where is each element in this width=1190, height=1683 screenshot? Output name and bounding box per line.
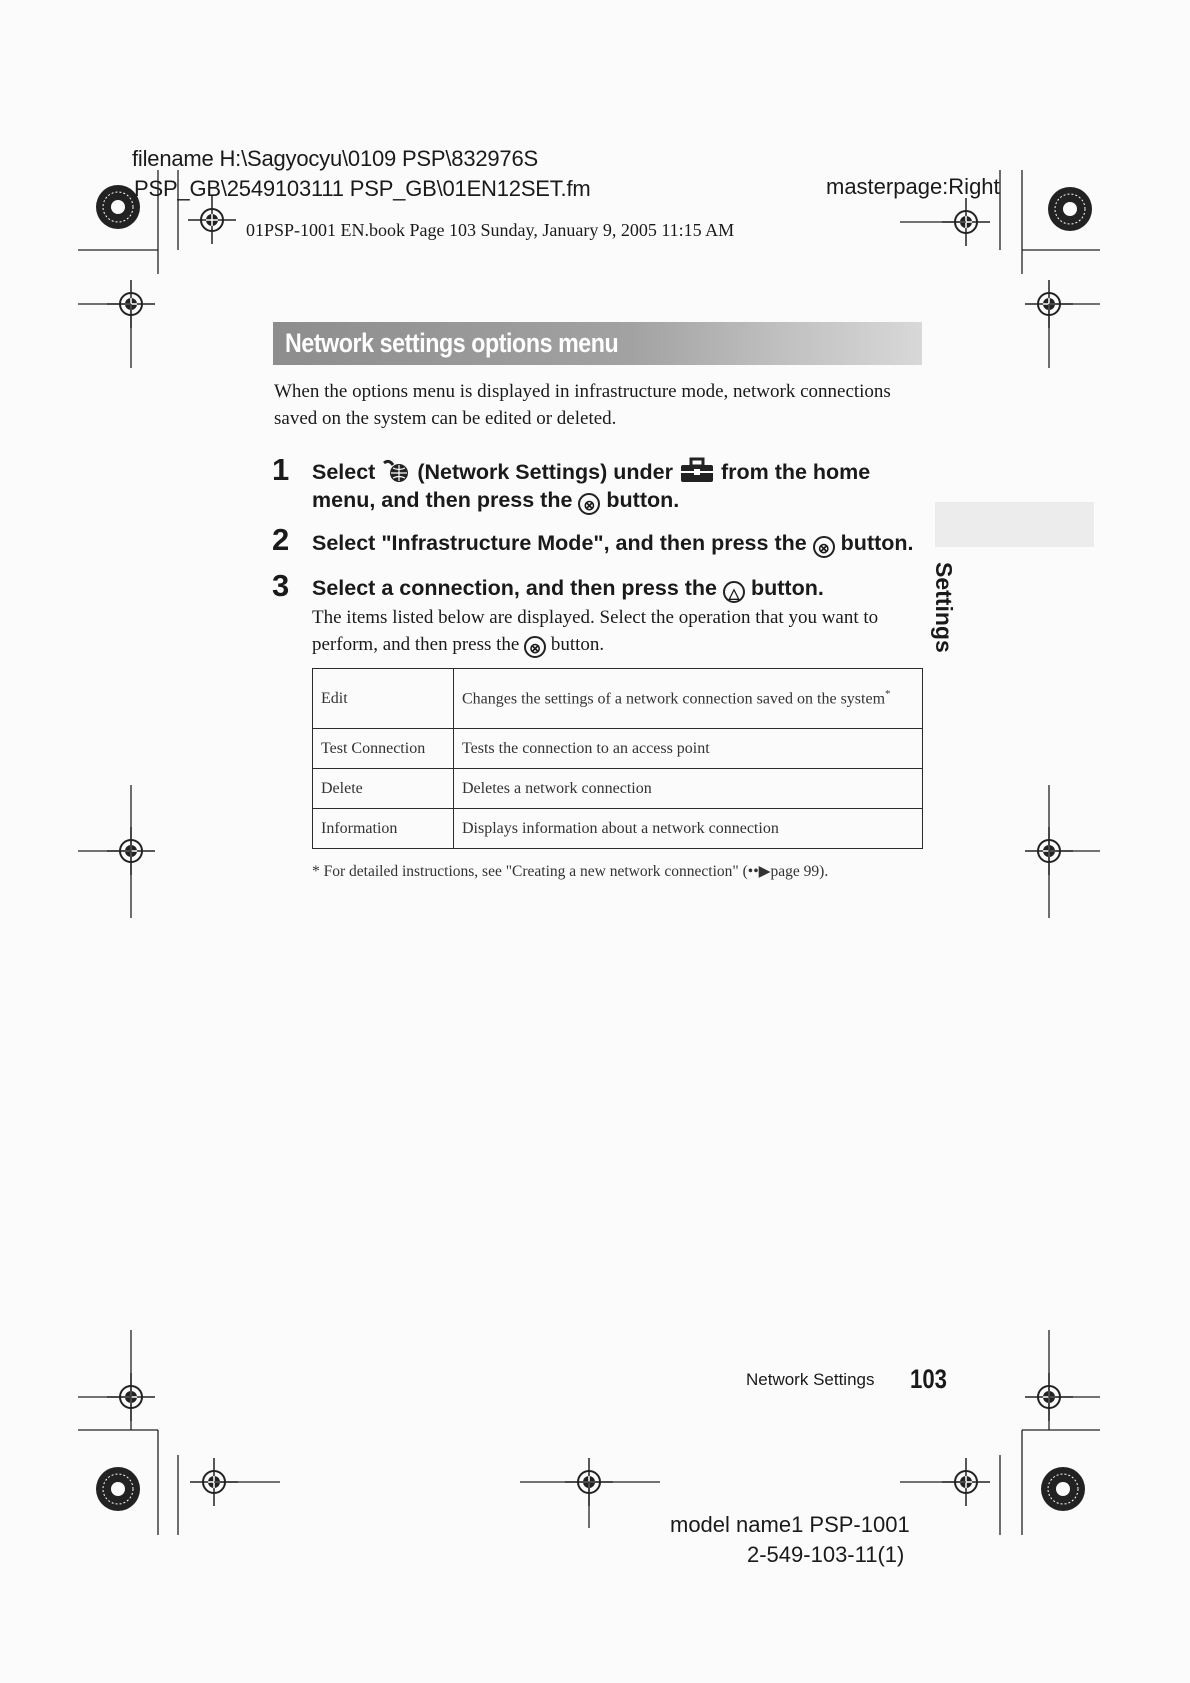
step-3-body xyxy=(312,604,922,658)
footer-section-name: Network Settings xyxy=(746,1370,875,1389)
option-name: Information xyxy=(313,809,454,849)
page-number: 103 xyxy=(910,1364,947,1394)
header-filename-line2: PSP_GB\2549103111 PSP_GB\01EN12SET.fm xyxy=(134,176,591,201)
step-1-part-b: (Network Settings) under xyxy=(417,460,673,484)
side-tab-bar xyxy=(935,502,1094,547)
section-title: Network settings options menu xyxy=(285,328,619,358)
section-intro: When the options menu is displayed in infrastructure mode, network connections saved on the system can be edited or deleted. xyxy=(274,381,891,429)
step-3-body-a: The items listed below are displayed. Select the operation that you want to perform, and then press the xyxy=(312,607,879,655)
option-name: Edit xyxy=(313,669,454,729)
footnote-mark: * xyxy=(885,688,891,701)
step-2-part-b: button. xyxy=(840,531,914,555)
step-1-part-e: button. xyxy=(606,488,680,512)
step-3-part-a: Select a connection, and then press the xyxy=(312,576,718,600)
step-3-body-b: button. xyxy=(550,634,605,655)
table-row xyxy=(313,669,923,729)
step-3-part-b: button. xyxy=(750,576,824,600)
side-tab-label: Settings xyxy=(931,562,957,653)
option-description: Displays information about a network connection xyxy=(454,809,923,849)
step-2-number: 2 xyxy=(272,522,290,557)
triangle-button-icon: △ xyxy=(723,581,745,603)
step-1-text xyxy=(312,457,932,515)
sun-mark-bottom-left xyxy=(96,1467,140,1511)
header-filename-line1: filename H:\Sagyocyu\0109 PSP\832976S xyxy=(132,146,538,171)
step-3-number: 3 xyxy=(272,568,290,603)
cross-button-icon: ⊗ xyxy=(578,493,600,515)
option-description: Deletes a network connection xyxy=(454,769,923,809)
reg-mark-1 xyxy=(188,196,236,244)
option-description: Tests the connection to an access point xyxy=(454,729,923,769)
option-name: Test Connection xyxy=(313,729,454,769)
table-row xyxy=(313,729,923,769)
footer-code: 2-549-103-11(1) xyxy=(747,1542,905,1567)
table-row xyxy=(313,769,923,809)
step-1-number: 1 xyxy=(272,452,290,487)
step-1-part-a: Select xyxy=(312,460,376,484)
option-name: Delete xyxy=(313,769,454,809)
step-2-text xyxy=(312,529,952,558)
header-masterpage: masterpage:Right xyxy=(826,174,1000,199)
network-settings-icon xyxy=(381,459,411,483)
table-row xyxy=(313,809,923,849)
sun-mark-bottom-right xyxy=(1041,1467,1085,1511)
sun-mark-top-right xyxy=(1048,187,1092,231)
footer-model: model name1 PSP-1001 xyxy=(670,1512,910,1537)
options-table xyxy=(312,668,923,849)
step-3-text xyxy=(312,574,932,603)
settings-toolbox-icon xyxy=(679,457,715,483)
footnote: * For detailed instructions, see "Creating a new network connection" (••▶page 99). xyxy=(312,863,829,880)
cross-button-icon: ⊗ xyxy=(524,636,546,658)
option-description: Changes the settings of a network connection saved on the system* xyxy=(454,669,923,729)
step-2-part-a: Select "Infrastructure Mode", and then press the xyxy=(312,531,807,555)
step-1-part-d: menu, and then press the xyxy=(312,488,573,512)
cross-button-icon: ⊗ xyxy=(813,536,835,558)
header-book-info: 01PSP-1001 EN.book Page 103 Sunday, January 9, 2005 11:15 AM xyxy=(246,220,735,240)
step-1-part-c: from the home xyxy=(720,460,871,484)
